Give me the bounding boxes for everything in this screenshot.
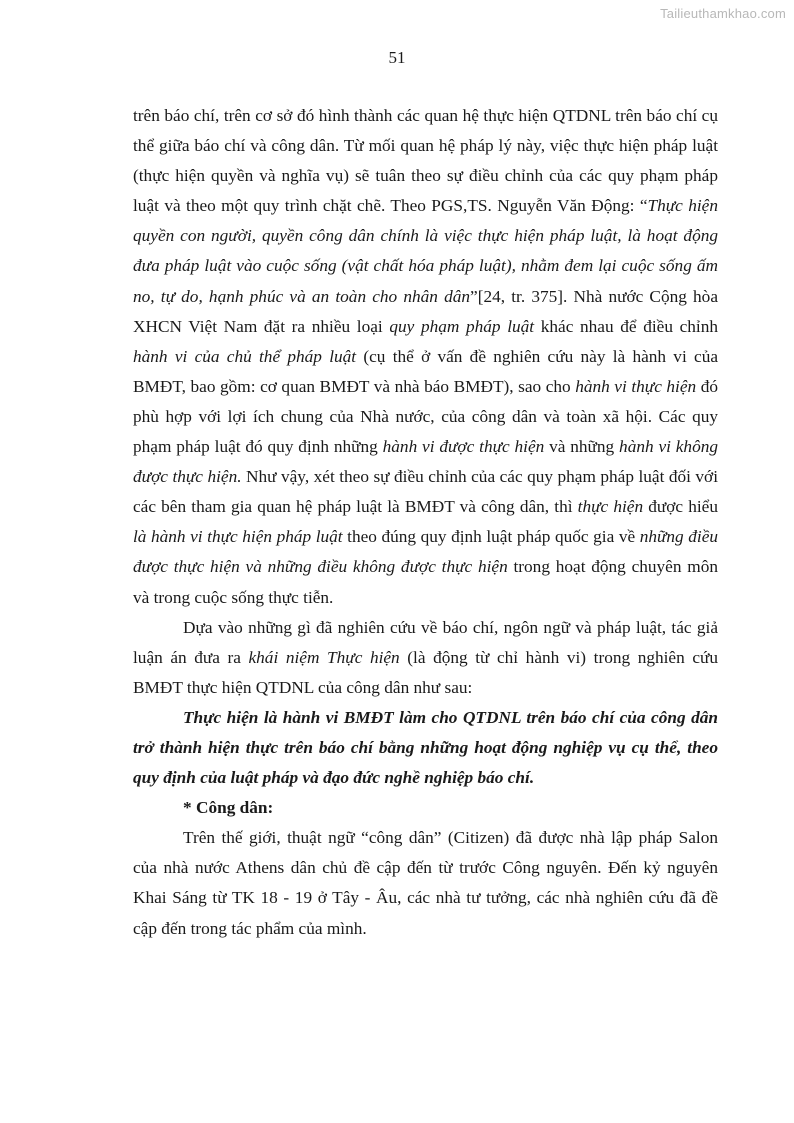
- paragraph-3: Trên thế giới, thuật ngữ “công dân” (Citizen) đã được nhà lập pháp Salon của nhà nước Athens dân chủ đề cập đến từ trước Công nguyên. Đến kỷ nguyên Khai Sáng từ TK 18 - 19 ở Tây - Âu, các nhà tư tưởng, các nhà nghiên cứu đã đề cập đến trong tác phẩm của mình.: [133, 828, 718, 938]
- italic-run: hành vi thực hiện: [575, 376, 697, 396]
- text-run: theo đúng quy định luật pháp quốc gia về: [342, 527, 640, 547]
- text-run: được hiểu: [643, 497, 718, 517]
- italic-run: hành vi được thực hiện: [382, 437, 545, 457]
- definition-paragraph: Thực hiện là hành vi BMĐT làm cho QTDNL trên báo chí của công dân trở thành hiện thực trên báo chí bằng những hoạt động nghiệp vụ cụ thể, theo quy định của luật pháp và đạo đức nghề nghiệp báo chí.: [133, 707, 718, 788]
- italic-run: hành vi của chủ thể pháp luật: [133, 346, 357, 366]
- section-heading: * Công dân:: [183, 798, 274, 818]
- italic-run: quy phạm pháp luật: [389, 316, 535, 336]
- text-run: ”[24, tr. 375]. Nhà nước Cộng hòa XHCN Việt Nam đặt ra nhiều loại: [133, 286, 718, 336]
- italic-run: những điều được thực hiện và những điều không được thực hiện: [133, 527, 719, 577]
- watermark: Tailieuthamkhao.com: [660, 6, 786, 21]
- italic-run: thực hiện: [577, 497, 644, 517]
- text-run: đó phù hợp với lợi ích chung của Nhà nước, của công dân và toàn xã hội. Các quy phạm pháp luật đó quy định những: [133, 376, 718, 457]
- italic-run: hành vi không được thực hiện.: [133, 437, 718, 487]
- text-run: (là động từ chỉ hành vi) trong nghiên cứu BMĐT thực hiện QTDNL của công dân như sau:: [133, 647, 718, 697]
- italic-run: khái niệm Thực hiện: [248, 647, 400, 667]
- italic-run: Thực hiện quyền con người, quyền công dân chính là việc thực hiện pháp luật, là hoạt động đưa pháp luật vào cuộc sống (vật chất hóa pháp luật), nhằm đem lại cuộc sống ấm no, tự do, hạnh phúc và an toàn cho nhân dân: [133, 196, 718, 306]
- page-number: 51: [388, 48, 406, 67]
- italic-run: là hành vi thực hiện pháp luật: [133, 527, 343, 547]
- text-run: Dựa vào những gì đã nghiên cứu về báo chí, ngôn ngữ và pháp luật, tác giả luận án đưa ra: [133, 617, 718, 667]
- document-body: [133, 101, 718, 944]
- text-run: Như vậy, xét theo sự điều chỉnh của các quy phạm pháp luật đối với các bên tham gia quan hệ pháp luật là BMĐT và công dân, thì: [133, 467, 718, 517]
- text-run: và những: [544, 437, 620, 457]
- text-run: trên báo chí, trên cơ sở đó hình thành các quan hệ thực hiện QTDNL trên báo chí cụ thể giữa báo chí và công dân. Từ mối quan hệ pháp lý này, việc thực hiện pháp luật (thực hiện quyền và nghĩa vụ) sẽ tuân theo sự điều chỉnh của các quy phạm pháp luật và theo một quy trình chặt chẽ. Theo PGS,TS. Nguyễn Văn Động: “: [133, 106, 718, 216]
- text-run: trong hoạt động chuyên môn và trong cuộc sống thực tiễn.: [133, 557, 718, 607]
- text-run: (cụ thể ở vấn đề nghiên cứu này là hành vi của BMĐT, bao gồm: cơ quan BMĐT và nhà báo BMĐT), sao cho: [133, 346, 718, 396]
- paragraph-2: [133, 613, 718, 703]
- text-run: khác nhau để điều chỉnh: [534, 316, 719, 336]
- paragraph-1: [133, 101, 718, 613]
